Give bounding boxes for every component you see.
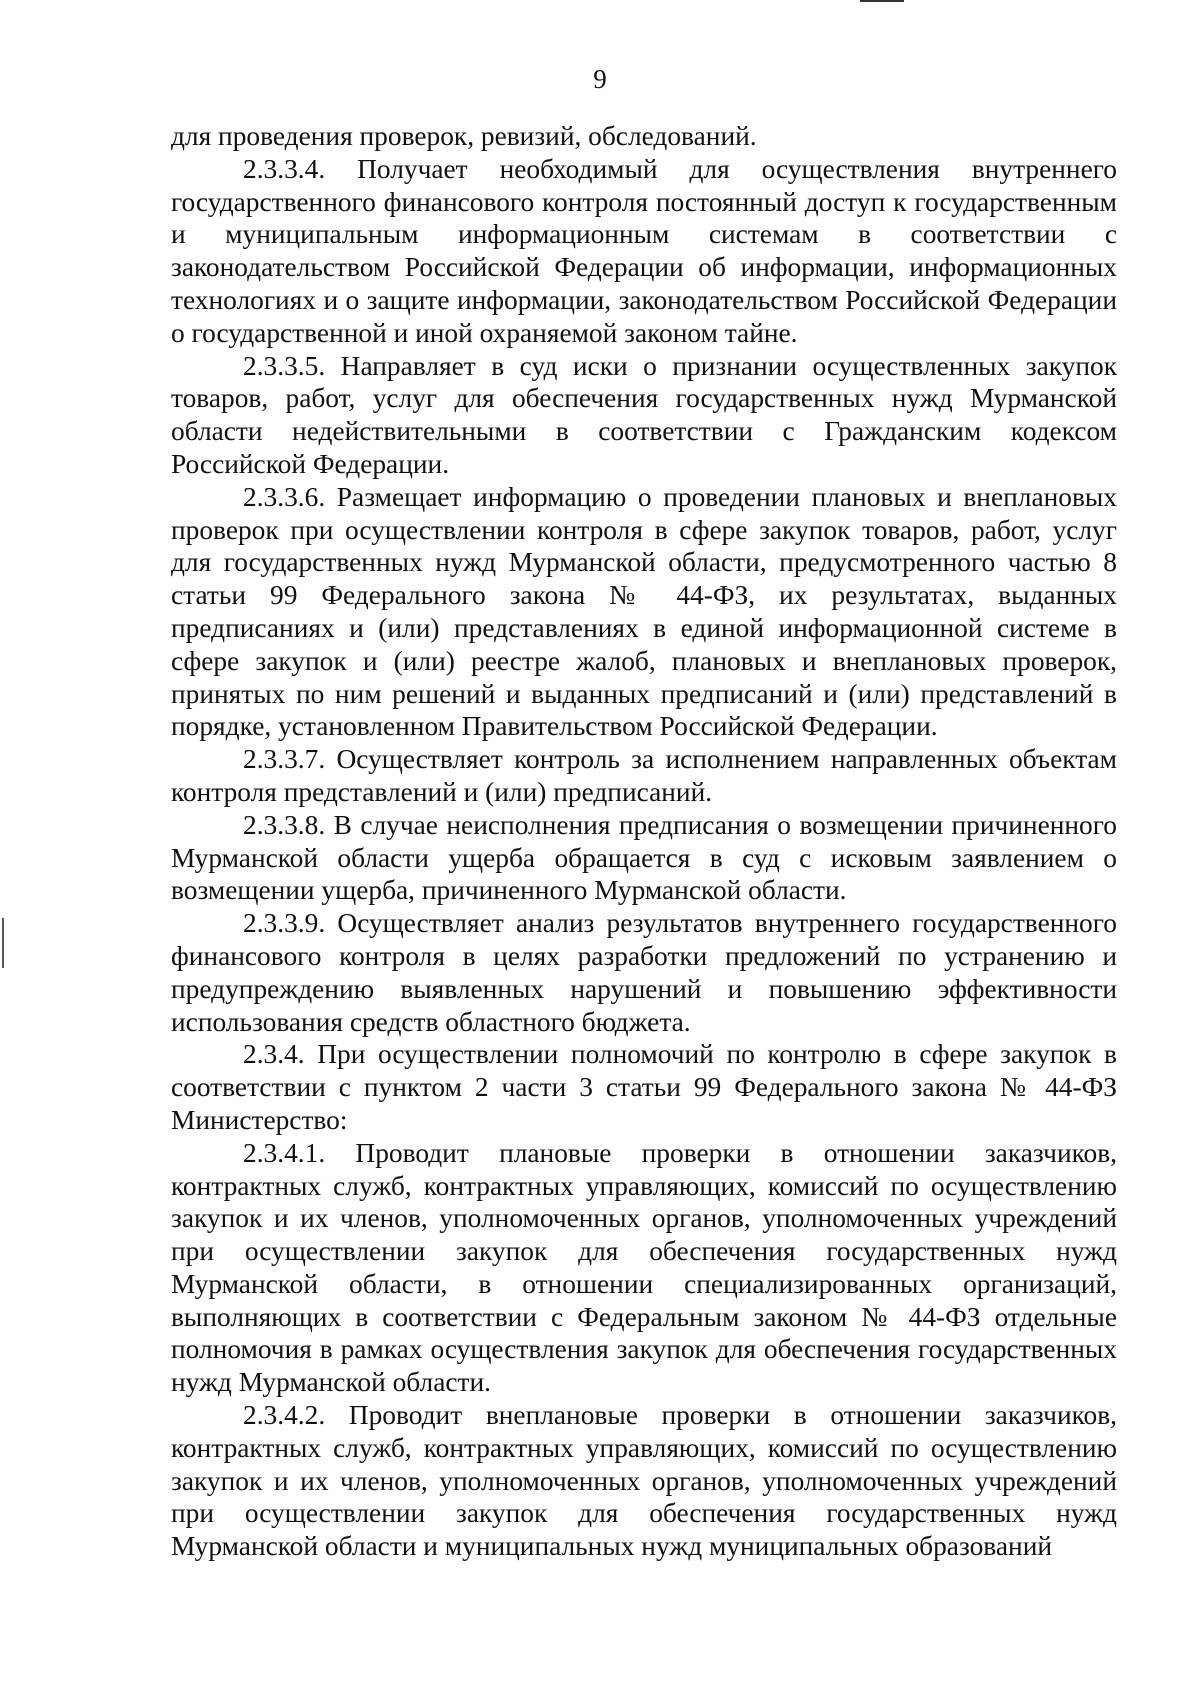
paragraph-2-3-3-4: 2.3.3.4. Получает необходимый для осуществления внутреннего государственного финансового контроля постоянный доступ к государственным и муниципальным информационным системам в соответствии с законодательством Российской Федерации об информации, информационных технологиях и о защите информации, законодательством Российской Федерации о государственной и иной охраняемой законом тайне. bbox=[171, 153, 1117, 348]
paragraph-2-3-3-6: 2.3.3.6. Размещает информацию о проведении плановых и внеплановых проверок при осуществлении контроля в сфере закупок товаров, работ, услуг для государственных нужд Мурманской области, предусмотренного частью 8 статьи 99 Федерального закона № 44-ФЗ, их результатах, выданных предписаниях и (или) представлениях в единой информационной системе в сфере закупок и (или) реестре жалоб, плановых и внеплановых проверок, принятых по ним решений и выданных предписаний и (или) представлений в порядке, установленном Правительством Российской Федерации. bbox=[171, 481, 1117, 742]
document-body bbox=[171, 120, 1117, 1563]
paragraph-2-3-3-7: 2.3.3.7. Осуществляет контроль за исполнением направленных объектам контроля представлений и (или) предписаний. bbox=[171, 744, 1117, 807]
paragraph-2-3-3-5: 2.3.3.5. Направляет в суд иски о признании осуществленных закупок товаров, работ, услуг для обеспечения государственных нужд Мурманской области недействительными в соответствии с Гражданским кодексом Российской Федерации. bbox=[171, 350, 1117, 479]
paragraph-2-3-3-8: 2.3.3.8. В случае неисполнения предписания о возмещении причиненного Мурманской области ущерба обращается в суд с исковым заявлением о возмещении ущерба, причиненного Мурманской области. bbox=[171, 809, 1117, 906]
paragraph-continuation: для проведения проверок, ревизий, обследований. bbox=[171, 121, 757, 151]
paragraph-2-3-4-1: 2.3.4.1. Проводит плановые проверки в отношении заказчиков, контрактных служб, контрактных управляющих, комиссий по осуществлению закупок и их членов, уполномоченных органов, уполномоченных учреждений при осуществлении закупок для обеспечения государственных нужд Мурманской области, в отношении специализированных организаций, выполняющих в соответствии с Федеральным законом № 44-ФЗ отдельные полномочия в рамках осуществления закупок для обеспечения государственных нужд Мурманской области. bbox=[171, 1137, 1117, 1398]
scan-artifact-top bbox=[860, 0, 904, 2]
page-number: 9 bbox=[593, 64, 607, 94]
scan-artifact-left bbox=[2, 918, 4, 968]
paragraph-2-3-4-2: 2.3.4.2. Проводит внеплановые проверки в отношении заказчиков, контрактных служб, контрактных управляющих, комиссий по осуществлению закупок и их членов, уполномоченных органов, уполномоченных учреждений при осуществлении закупок для обеспечения государственных нужд Мурманской области и муниципальных нужд муниципальных образований bbox=[171, 1400, 1117, 1562]
paragraph-2-3-4: 2.3.4. При осуществлении полномочий по контролю в сфере закупок в соответствии с пунктом 2 части 3 статьи 99 Федерального закона № 44-ФЗ Министерство: bbox=[171, 1039, 1117, 1135]
paragraph-2-3-3-9: 2.3.3.9. Осуществляет анализ результатов внутреннего государственного финансового контроля в целях разработки предложений по устранению и предупреждению выявленных нарушений и повышению эффективности использования средств областного бюджета. bbox=[171, 908, 1117, 1037]
